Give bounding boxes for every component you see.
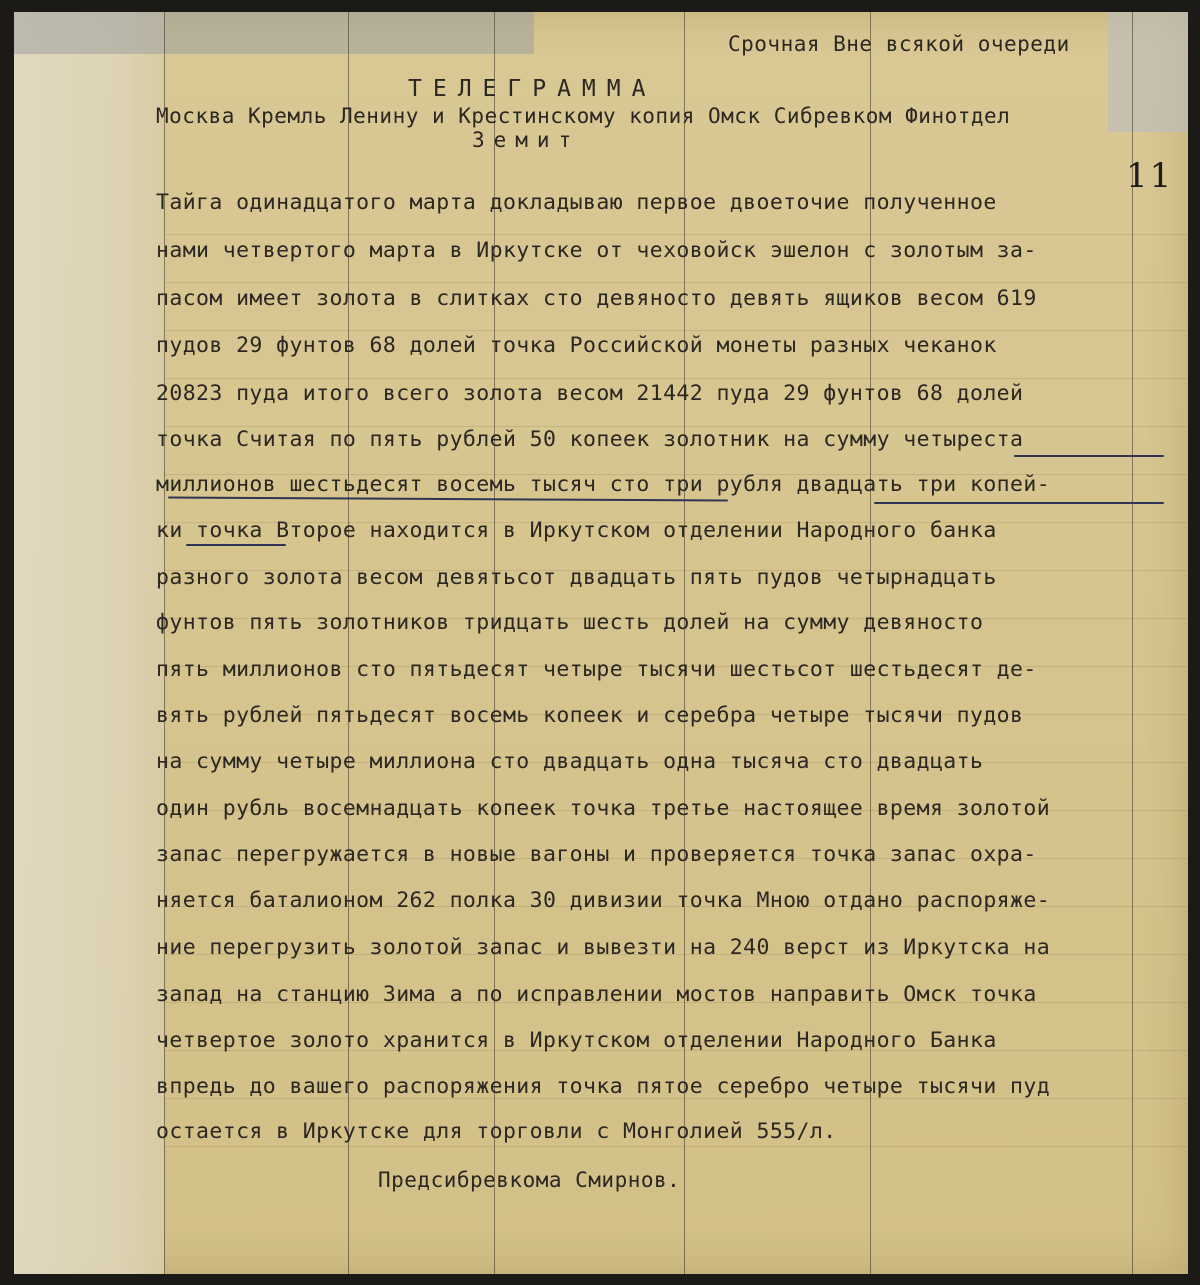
tissue-top-strip <box>14 12 534 54</box>
body-line: няется баталионом 262 полка 30 дивизии точка Мною отдано распоряже- <box>156 888 1051 913</box>
column-rule <box>1132 12 1133 1274</box>
document-scan <box>6 6 1194 1279</box>
body-line: один рубль восемнадцать копеек точка третье настоящее время золотой <box>156 796 1051 821</box>
body-line: ние перегрузить золотой запас и вывезти на 240 верст из Иркутска на <box>156 935 1051 960</box>
tissue-corner <box>1108 12 1188 132</box>
body-line: впредь до вашего распоряжения точка пятое серебро четыре тысячи пуд <box>156 1074 1051 1099</box>
body-line: пять миллионов сто пятьдесят четыре тысячи шестьсот шестьдесят де- <box>156 657 1037 682</box>
page-number: 11 <box>1126 156 1174 196</box>
body-line: разного золота весом девятьсот двадцать пять пудов четырнадцать <box>156 565 997 590</box>
line-rule <box>164 378 1188 379</box>
body-line: точка Считая по пять рублей 50 копеек золотник на сумму четыреста <box>156 427 1024 452</box>
address-line-continued: Земит <box>472 128 581 152</box>
ink-underline <box>186 544 286 546</box>
body-line: четвертое золото хранится в Иркутском отделении Народного Банка <box>156 1028 997 1053</box>
line-rule <box>164 1146 1188 1147</box>
line-rule <box>164 282 1188 283</box>
ink-underline <box>1014 455 1164 457</box>
telegram-title: ТЕЛЕГРАММА <box>408 76 657 102</box>
body-line: ки точка Второе находится в Иркутском отделении Народного банка <box>156 518 997 543</box>
body-line: вять рублей пятьдесят восемь копеек и серебра четыре тысячи пудов <box>156 703 1024 728</box>
ink-underline <box>874 502 1164 504</box>
body-line: миллионов шестьдесят восемь тысяч сто три рубля двадцать три копей- <box>156 472 1051 497</box>
body-line: 20823 пуда итого всего золота весом 21442 пуда 29 фунтов 68 долей <box>156 381 1024 406</box>
address-line: Москва Кремль Ленину и Крестинскому копия Омск Сибревком Финотдел <box>156 104 1011 128</box>
line-rule <box>164 234 1188 235</box>
body-line: запас перегружается в новые вагоны и проверяется точка запас охра- <box>156 842 1037 867</box>
body-line: на сумму четыре миллиона сто двадцать одна тысяча сто двадцать <box>156 749 984 774</box>
signature-line: Предсибревкома Смирнов. <box>378 1168 681 1192</box>
body-line: фунтов пять золотников тридцать шесть долей на сумму девяносто <box>156 610 984 635</box>
body-line: пасом имеет золота в слитках сто девяносто девять ящиков весом 619 <box>156 286 1037 311</box>
body-line: остается в Иркутске для торговли с Монголией 555/л. <box>156 1119 837 1144</box>
body-line: нами четвертого марта в Иркутске от чеховойск эшелон с золотым за- <box>156 238 1037 263</box>
body-line: запад на станцию Зима а по исправлении мостов направить Омск точка <box>156 982 1037 1007</box>
line-rule <box>164 330 1188 331</box>
urgency-note: Срочная Вне всякой очереди <box>728 32 1070 56</box>
tissue-overlay <box>14 12 164 1274</box>
body-line: пудов 29 фунтов 68 долей точка Российской монеты разных чеканок <box>156 333 997 358</box>
body-line: Тайга одинадцатого марта докладываю первое двоеточие полученное <box>156 190 997 215</box>
